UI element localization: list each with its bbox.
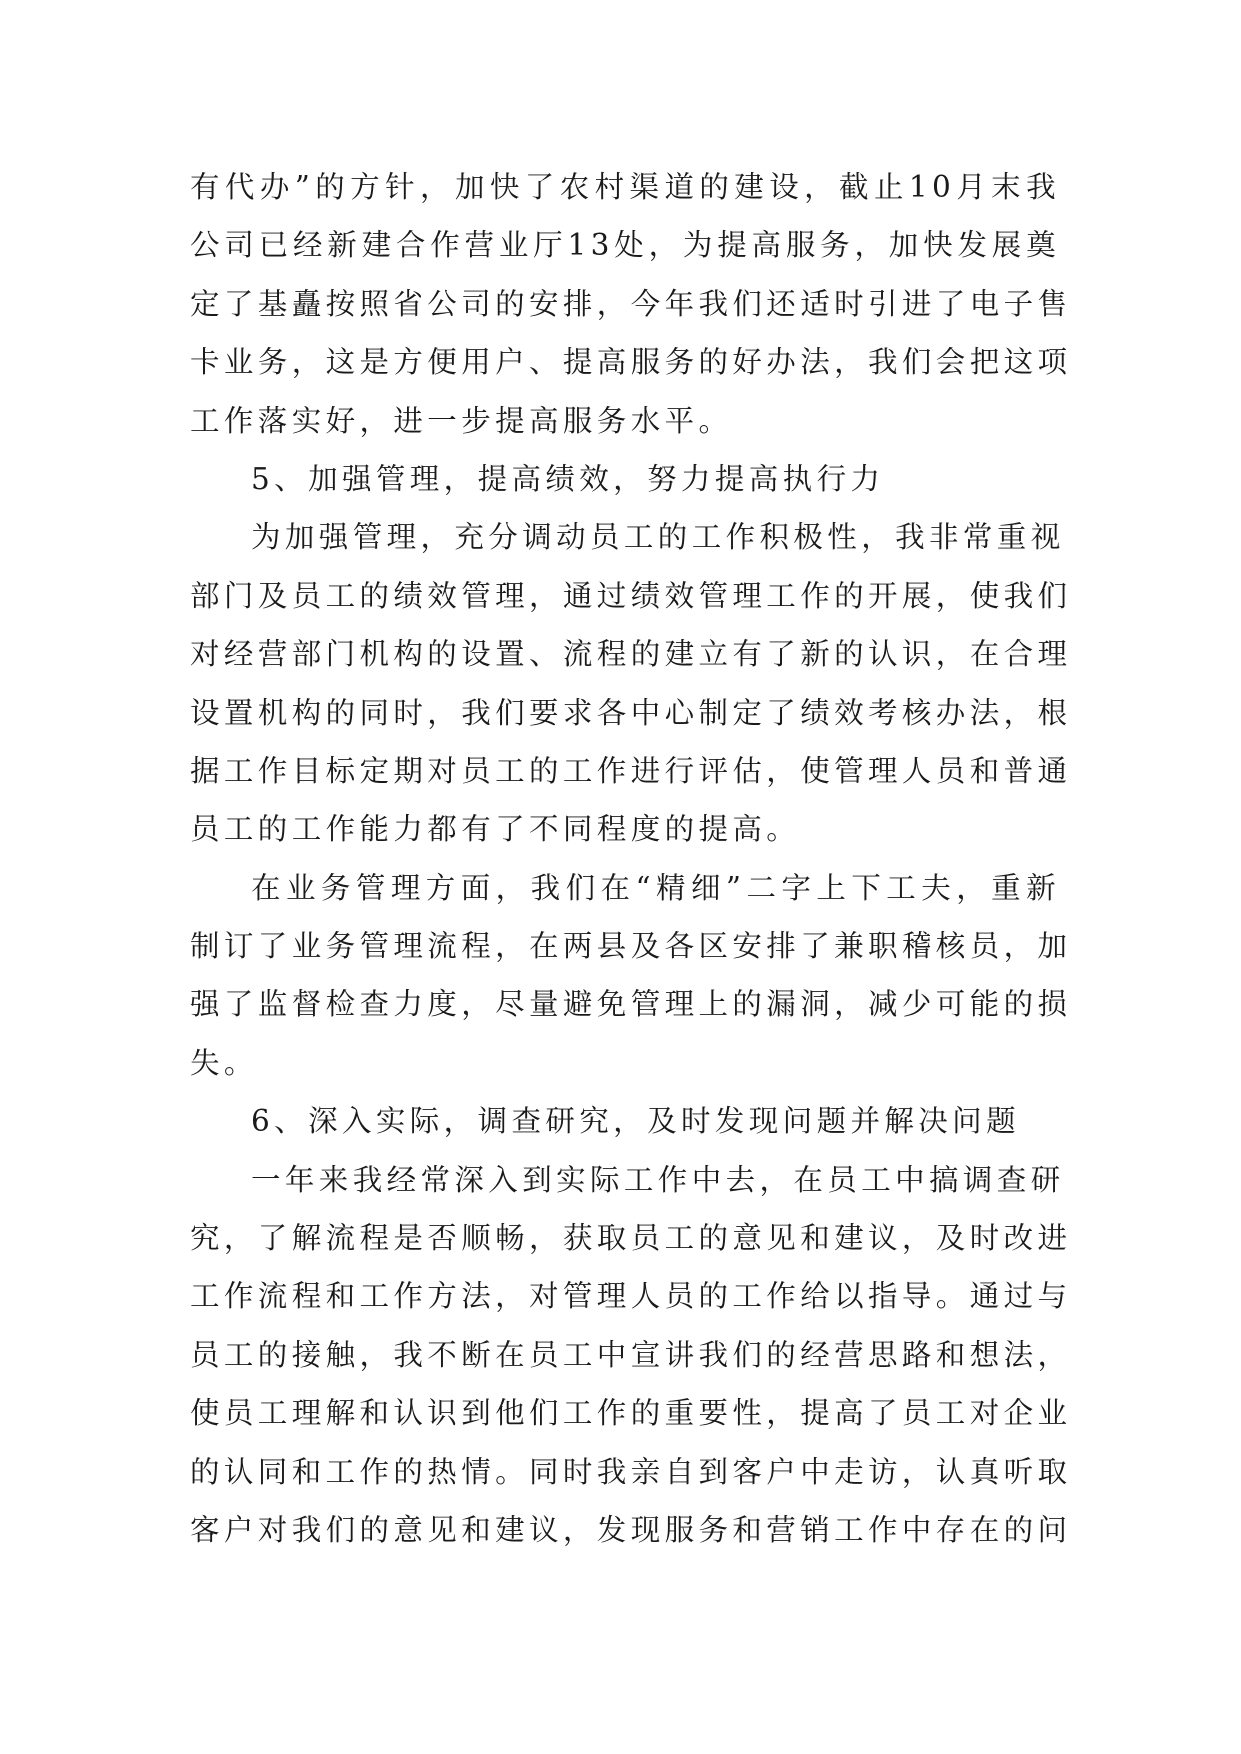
text-line: 工作流程和工作方法，对管理人员的工作给以指导。通过与 [190,1279,1072,1314]
text-line: 据工作目标定期对员工的工作进行评估，使管理人员和普通 [190,753,1072,788]
document-body [190,158,1072,1559]
text-line: 一年来我经常深入到实际工作中去，在员工中搞调查研 [251,1162,1065,1197]
text-line: 公司已经新建合作营业厅13处，为提高服务，加快发展奠 [190,228,1060,263]
text-line: 员工的工作能力都有了不同程度的提高。 [190,812,801,847]
text-line: 客户对我们的意见和建议，发现服务和营销工作中存在的问 [190,1512,1072,1547]
text-line: 工作落实好，进一步提高服务水平。 [190,403,733,438]
text-line: 究，了解流程是否顺畅，获取员工的意见和建议，及时改进 [190,1221,1072,1256]
text-line: 为加强管理，充分调动员工的工作积极性，我非常重视 [251,520,1065,555]
text-line: 6、深入实际，调查研究，及时发现问题并解决问题 [251,1104,1020,1139]
text-line: 对经营部门机构的设置、流程的建立有了新的认识，在合理 [190,637,1072,672]
text-line: 有代办”的方针，加快了农村渠道的建设，截止10月末我 [190,170,1060,204]
text-line: 制订了业务管理流程，在两县及各区安排了兼职稽核员，加 [190,929,1072,964]
text-line: 在业务管理方面，我们在“精细”二字上下工夫，重新 [251,870,1060,905]
text-line: 使员工理解和认识到他们工作的重要性，提高了员工对企业 [190,1396,1072,1431]
text-line: 5、加强管理，提高绩效，努力提高执行力 [251,461,885,496]
text-line: 定了基矗按照省公司的安排，今年我们还适时引进了电子售 [190,286,1072,321]
text-line: 失。 [190,1045,258,1080]
text-line: 强了监督检查力度，尽量避免管理上的漏洞，减少可能的损 [190,987,1072,1022]
text-line: 设置机构的同时，我们要求各中心制定了绩效考核办法，根 [190,695,1072,730]
text-line: 部门及员工的绩效管理，通过绩效管理工作的开展，使我们 [190,578,1072,613]
text-line: 卡业务，这是方便用户、提高服务的好办法，我们会把这项 [190,345,1072,380]
text-line: 员工的接触，我不断在员工中宣讲我们的经营思路和想法， [190,1337,1072,1372]
text-line: 的认同和工作的热情。同时我亲自到客户中走访，认真听取 [190,1454,1072,1489]
